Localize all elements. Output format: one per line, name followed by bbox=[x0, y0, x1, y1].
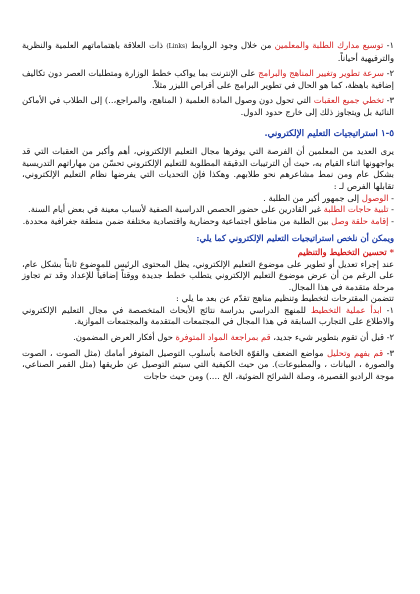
body-text: للمنهج الدراسي بدراسة نتائج الأبحاث المتخصصة في مجال التعليم الإلكتروني والاطلاع على التجارب السابقة في هذا المجال في المجتمعات المتقدمة والمجتمعات الموازية. bbox=[22, 304, 394, 327]
intro-item-3 bbox=[22, 95, 394, 118]
item-number: ١- bbox=[386, 304, 394, 315]
body-text: مواضع الضعف والقوّة الخاصة بأسلوب التوصيل المتوفر أمامك (مثل الصوت ، الصوت والصورة ، البيانات ، والمطبوعات). من حيث الكيفية التي سيتم التوصيل عن طريقها (مثل القمر الصناعي، موجة الراديو القصيرة، وصلة الشرائح الضوئية، الخ ....) ومن حيث حاجات bbox=[22, 347, 394, 381]
highlight-text: تخطي جميع العقبات bbox=[313, 95, 384, 106]
bullet-text: بين الطلبة من مناطق اجتماعية وحضارية واقتصادية مختلفة ضمن منطقة جغرافية محددة. bbox=[22, 215, 332, 226]
proposal-item-3 bbox=[22, 348, 394, 383]
bullet-item-2: - تلبية حاجات الطلبة غير القادرين على حضور الحصص الدراسية الصفية لأسباب معينة في بعض أيام السنة. bbox=[28, 204, 394, 215]
bullet-item-1: - الوصول إلى جمهور أكبر من الطلبة . bbox=[263, 192, 394, 203]
highlight-text: قم بمراجعة المواد المتوفرة bbox=[175, 332, 271, 343]
intro-item-2 bbox=[22, 68, 394, 91]
item-number: ٢- bbox=[386, 68, 394, 79]
highlight-text: قم بفهم وتحليل bbox=[327, 347, 384, 358]
item-number: ١- bbox=[386, 40, 394, 50]
bullet-highlight: تلبية حاجات الطلبة bbox=[323, 204, 389, 215]
body-text: ذات العلاقة باهتماماتهم العلمية والنظرية والترفيهية أحياناً. bbox=[22, 40, 394, 63]
body-text: قبل أن تقوم بتطوير شيء جديد، bbox=[270, 332, 384, 343]
item-number: ٣- bbox=[386, 347, 394, 358]
proposal-item-2 bbox=[22, 332, 394, 344]
item-number: ٢- bbox=[386, 332, 394, 343]
links-note: (Links) bbox=[166, 43, 188, 50]
body-text: حول أفكار العرض المضمون. bbox=[73, 332, 176, 343]
item-number: ٣- bbox=[386, 95, 394, 106]
highlight-text: توسيع مدارك الطلبة والمعلمين bbox=[274, 40, 384, 50]
intro-item-1 bbox=[22, 40, 394, 64]
bullet-text: غير القادرين على حضور الحصص الدراسية الصفية لأسباب معينة في بعض أيام السنة. bbox=[28, 204, 324, 215]
body-text: التي تحول دون وصول المادة العلمية ( المناهج، والمراجع،..) إلى الطلاب في الأماكن النائية بل ويتجاوز ذلك إلى خارج حدود الدول. bbox=[22, 95, 394, 117]
section-heading bbox=[22, 129, 394, 141]
bullet-text: إلى جمهور أكبر من الطلبة . bbox=[263, 192, 362, 203]
body-text: من خلال وجود الروابط bbox=[187, 40, 275, 50]
proposals-lead: تتضمن المقترحات لتخطيط وتنظيم مناهج تقدّم عن بعد ما يلي : bbox=[175, 293, 394, 304]
section-paragraph-2: عند إجراء تعديل أو تطوير على موضوع التعليم الإلكتروني، يظل المحتوى الرئيس للموضوع ثابتاً بشكل عام، على الرغم من أن عرض موضوع التعليم الإلكتروني يتطلب خطط جديدة ووقتاً إضافياً للإعداد وقد تم تجاوز مرحلة متقدمة في هذا المجال. bbox=[22, 258, 394, 292]
bullet-highlight: إقامة حلقة وصل bbox=[331, 215, 389, 226]
section-paragraph-1: يرى العديد من المعلمين أن الفرصة التي يوفرها مجال التعليم الإلكتروني، أهم وأكبر من العقبات التي قد يواجهونها اثناء القيام به، حيث أن الترتيبات الدقيقة المطلوبة للتعليم الإلكتروني تحسّن من مهاراتهم التدريسية بشكل عام ومن نمط مشاعرهم نحو طلابهم. وهكذا فإن التحديات التي يفرضها نظام التعليم الإلكتروني، تقابلها الفرص لـ : bbox=[22, 146, 394, 191]
proposal-item-1 bbox=[22, 305, 394, 328]
bullet-item-3: - إقامة حلقة وصل بين الطلبة من مناطق اجتماعية وحضارية واقتصادية مختلفة ضمن منطقة جغرافية محددة. bbox=[22, 215, 394, 226]
body-text: على الإنترنت بما يواكب خطط الوزارة ومتطلبات العصر دون تكاليف إضافية باهظة، كما هو الحال في تطوير البرامج على أقراص الليزر مثلاً. bbox=[22, 68, 394, 90]
section-number: ٥-١ bbox=[380, 128, 394, 139]
highlight-text: سرعة تطوير وتغيير المناهج والبرامج bbox=[258, 68, 384, 79]
highlight-text: ابدأ عملية التخطيط bbox=[310, 304, 382, 315]
section-title: استراتيجيات التعليم الإلكتروني. bbox=[264, 128, 378, 139]
strategies-lead: ويمكن أن نلخص استراتيجيات التعليم الإلكتروني كما يلي: bbox=[196, 233, 394, 244]
bullet-highlight: الوصول bbox=[361, 192, 389, 203]
subheading-planning: * تحسين التخطيط والتنظيم bbox=[297, 246, 394, 257]
